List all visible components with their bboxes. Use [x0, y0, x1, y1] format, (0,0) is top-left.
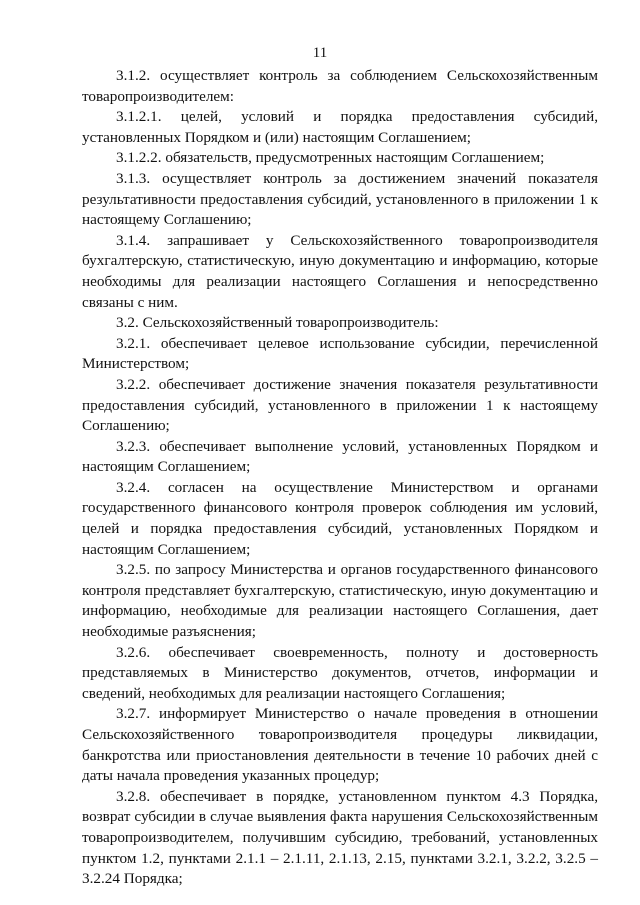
paragraph-3-1-4: 3.1.4. запрашивает у Сельскохозяйственного товаропроизводителя бухгалтерскую, статистическую, иную документацию и информацию, которые необходимы для реализации настоящего Соглашения и непосредственно связаны с ним. [82, 231, 598, 311]
page-number: 11 [312, 45, 328, 61]
paragraph-3-2-3: 3.2.3. обеспечивает выполнение условий, установленных Порядком и настоящим Соглашением; [82, 437, 598, 476]
paragraph-3-1-3: 3.1.3. осуществляет контроль за достижением значений показателя результативности предоставления субсидий, установленного в приложении 1 к настоящему Соглашению; [82, 169, 598, 229]
paragraph-3-2-5: 3.2.5. по запросу Министерства и органов государственного финансового контроля представляет бухгалтерскую, статистическую, иную документацию и информацию, необходимые для реализации настоящего Соглашения, дает необходимые разъяснения; [82, 561, 598, 641]
paragraph-3-1-2-2: 3.1.2.2. обязательств, предусмотренных настоящим Соглашением; [116, 149, 545, 167]
paragraph-3-1-2-1: 3.1.2.1. целей, условий и порядка предоставления субсидий, установленных Порядком и (или) настоящим Соглашением; [82, 108, 598, 146]
paragraph-3-2-1: 3.2.1. обеспечивает целевое использование субсидии, перечисленной Министерством; [82, 334, 598, 373]
document-body [82, 66, 598, 890]
paragraph-3-2-6: 3.2.6. обеспечивает своевременность, полноту и достоверность представляемых в Министерство документов, отчетов, информации и сведений, необходимых для реализации настоящего Соглашения; [82, 643, 598, 702]
paragraph-3-2-4: 3.2.4. согласен на осуществление Министерством и органами государственного финансового контроля проверок соблюдения им условий, целей и порядка предоставления субсидий, установленных Порядком и настоящим Соглашением; [82, 478, 598, 558]
paragraph-3-2-8: 3.2.8. обеспечивает в порядке, установленном пунктом 4.3 Порядка, возврат субсидии в случае выявления факта нарушения Сельскохозяйственным товаропроизводителем, получившим субсидию, требований, установленных пунктом 1.2, пунктами 2.1.1 – 2.1.11, 2.1.13, 2.15, пунктами 3.2.1, 3.2.2, 3.2.5 – 3.2.24 Порядка; [82, 787, 598, 888]
paragraph-3-2-7: 3.2.7. информирует Министерство о начале проведения в отношении Сельскохозяйственного товаропроизводителя процедуры ликвидации, банкротства или приостановления деятельности в течение 10 рабочих дней с даты начала проведения указанных процедур; [82, 705, 598, 785]
paragraph-3-1-2: 3.1.2. осуществляет контроль за соблюдением Сельскохозяйственным товаропроизводителем: [82, 67, 598, 105]
paragraph-3-2-2: 3.2.2. обеспечивает достижение значения показателя результативности предоставления субсидий, установленного в приложении 1 к настоящему Соглашению; [82, 375, 598, 435]
paragraph-3-2: 3.2. Сельскохозяйственный товаропроизводитель: [116, 314, 439, 332]
